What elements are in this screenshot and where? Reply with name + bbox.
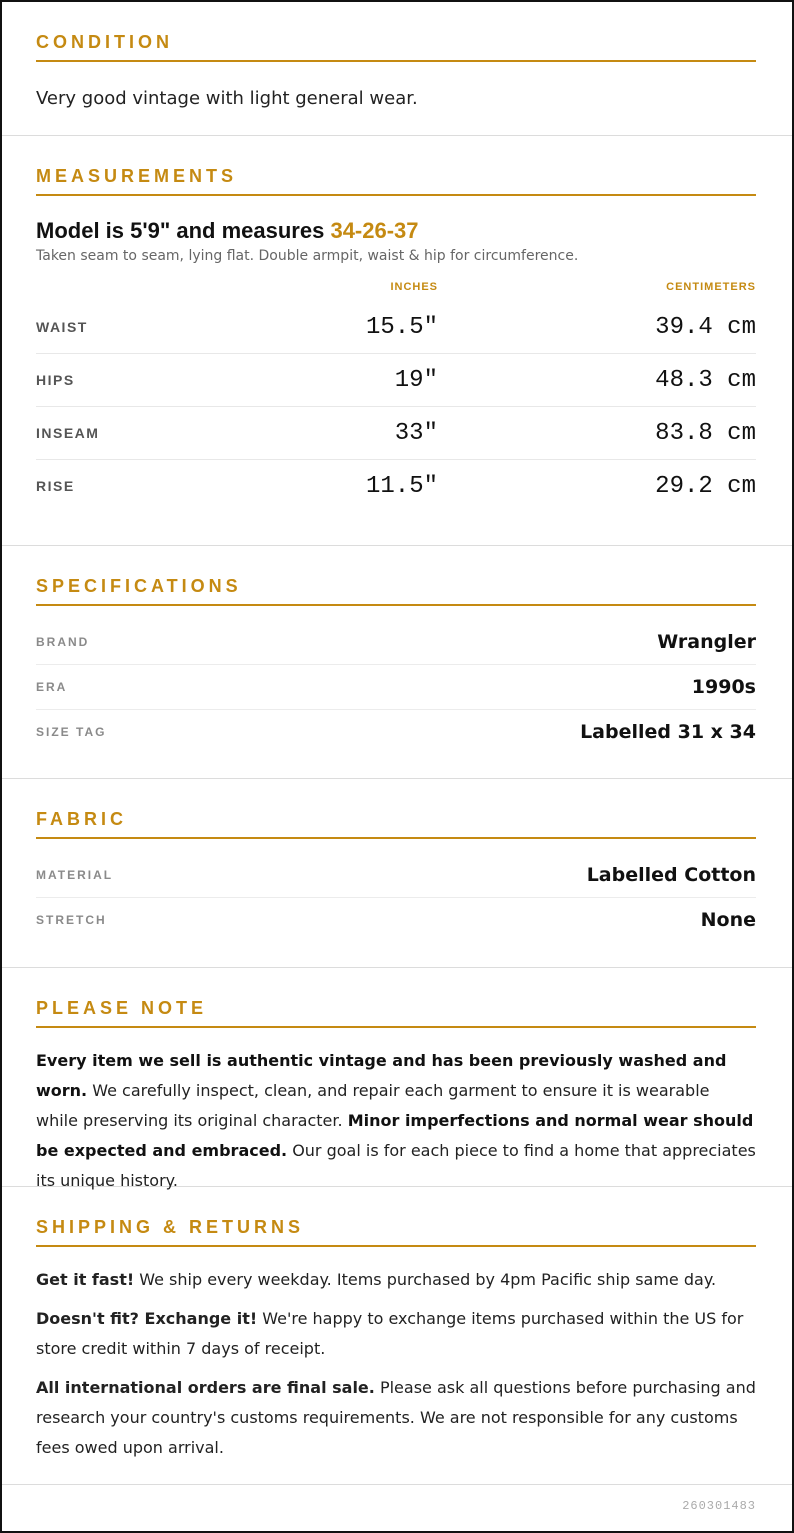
spec-value: 1990s xyxy=(691,676,756,698)
shipping-paragraph-fast xyxy=(36,1265,756,1295)
measurement-inches: 11.5" xyxy=(365,472,438,500)
fabric-heading: FABRIC xyxy=(36,809,756,839)
centimeters-column-header: CENTIMETERS xyxy=(666,281,756,293)
shipping-heading: SHIPPING & RETURNS xyxy=(36,1217,756,1247)
shipping-paragraph-exchange xyxy=(36,1304,756,1364)
measurement-label: RISE xyxy=(36,478,75,494)
please-note-section xyxy=(2,968,792,1190)
measurements-section xyxy=(2,136,792,546)
spec-value: None xyxy=(700,909,756,931)
note-text-1: We carefully inspect, clean, and repair each garment to ensure it is wearable while preserving its original character. xyxy=(36,1081,710,1130)
specifications-list xyxy=(36,620,756,754)
note-text-2: Our goal is for each piece to find a home that appreciates its unique history. xyxy=(36,1141,756,1190)
product-code: 260301483 xyxy=(682,1499,756,1513)
label-column-header xyxy=(36,281,216,297)
specifications-section xyxy=(2,546,792,779)
shipping-bold: All international orders are final sale. xyxy=(36,1378,375,1397)
shipping-content xyxy=(36,1265,756,1463)
spec-row-brand xyxy=(36,620,756,665)
measurement-inches: 19" xyxy=(394,366,438,394)
fabric-section xyxy=(2,779,792,968)
spec-row-size-tag xyxy=(36,710,756,754)
shipping-text: We ship every weekday. Items purchased by 4pm Pacific ship same day. xyxy=(134,1270,717,1289)
spec-label: SIZE TAG xyxy=(36,725,107,739)
condition-text: Very good vintage with light general wear. xyxy=(36,88,418,109)
condition-heading: CONDITION xyxy=(36,32,756,62)
measurement-table-header xyxy=(36,281,756,297)
condition-section xyxy=(2,2,792,136)
please-note-heading: PLEASE NOTE xyxy=(36,998,756,1028)
shipping-text: We're happy to exchange items purchased within the US for store credit within 7 days of receipt. xyxy=(36,1309,744,1358)
spec-label: MATERIAL xyxy=(36,868,114,882)
fabric-row-material xyxy=(36,853,756,898)
measurement-label: HIPS xyxy=(36,372,75,388)
model-measurements xyxy=(36,218,756,244)
measurement-row-rise xyxy=(36,460,756,512)
measurement-row-inseam xyxy=(36,407,756,460)
shipping-returns-section xyxy=(2,1187,792,1485)
measurement-inches: 33" xyxy=(394,419,438,447)
measurement-cm: 48.3 cm xyxy=(655,366,756,394)
model-measures-value: 34-26-37 xyxy=(330,218,419,243)
model-prefix: Model is 5'9" and measures xyxy=(36,218,331,243)
shipping-text: Please ask all questions before purchasing and research your country's customs requirements. We are not responsible for any customs fees owed upon arrival. xyxy=(36,1378,756,1457)
please-note-text xyxy=(36,1046,756,1196)
measurement-row-waist xyxy=(36,301,756,354)
note-bold-1: Every item we sell is authentic vintage and has been previously washed and worn. xyxy=(36,1051,727,1100)
measurement-cm: 83.8 cm xyxy=(655,419,756,447)
measurement-inches: 15.5" xyxy=(365,313,438,341)
shipping-paragraph-international xyxy=(36,1373,756,1463)
fabric-list xyxy=(36,853,756,942)
spec-value: Labelled 31 x 34 xyxy=(580,721,756,743)
measurement-label: INSEAM xyxy=(36,425,100,441)
shipping-bold: Get it fast! xyxy=(36,1270,135,1289)
measurement-note: Taken seam to seam, lying flat. Double armpit, waist & hip for circumference. xyxy=(36,248,579,264)
spec-value: Wrangler xyxy=(657,631,756,653)
spec-label: BRAND xyxy=(36,635,90,649)
measurement-label: WAIST xyxy=(36,319,88,335)
measurement-table xyxy=(36,301,756,512)
specifications-heading: SPECIFICATIONS xyxy=(36,576,756,606)
shipping-bold: Doesn't fit? Exchange it! xyxy=(36,1309,258,1328)
measurement-cm: 29.2 cm xyxy=(655,472,756,500)
measurement-cm: 39.4 cm xyxy=(655,313,756,341)
measurements-heading: MEASUREMENTS xyxy=(36,166,756,196)
spec-value: Labelled Cotton xyxy=(586,864,756,886)
spec-label: STRETCH xyxy=(36,913,107,927)
fabric-row-stretch xyxy=(36,898,756,942)
inches-column-header: INCHES xyxy=(390,281,438,293)
note-bold-2: Minor imperfections and normal wear should be expected and embraced. xyxy=(36,1111,754,1160)
measurement-row-hips xyxy=(36,354,756,407)
spec-row-era xyxy=(36,665,756,710)
spec-label: ERA xyxy=(36,680,68,694)
